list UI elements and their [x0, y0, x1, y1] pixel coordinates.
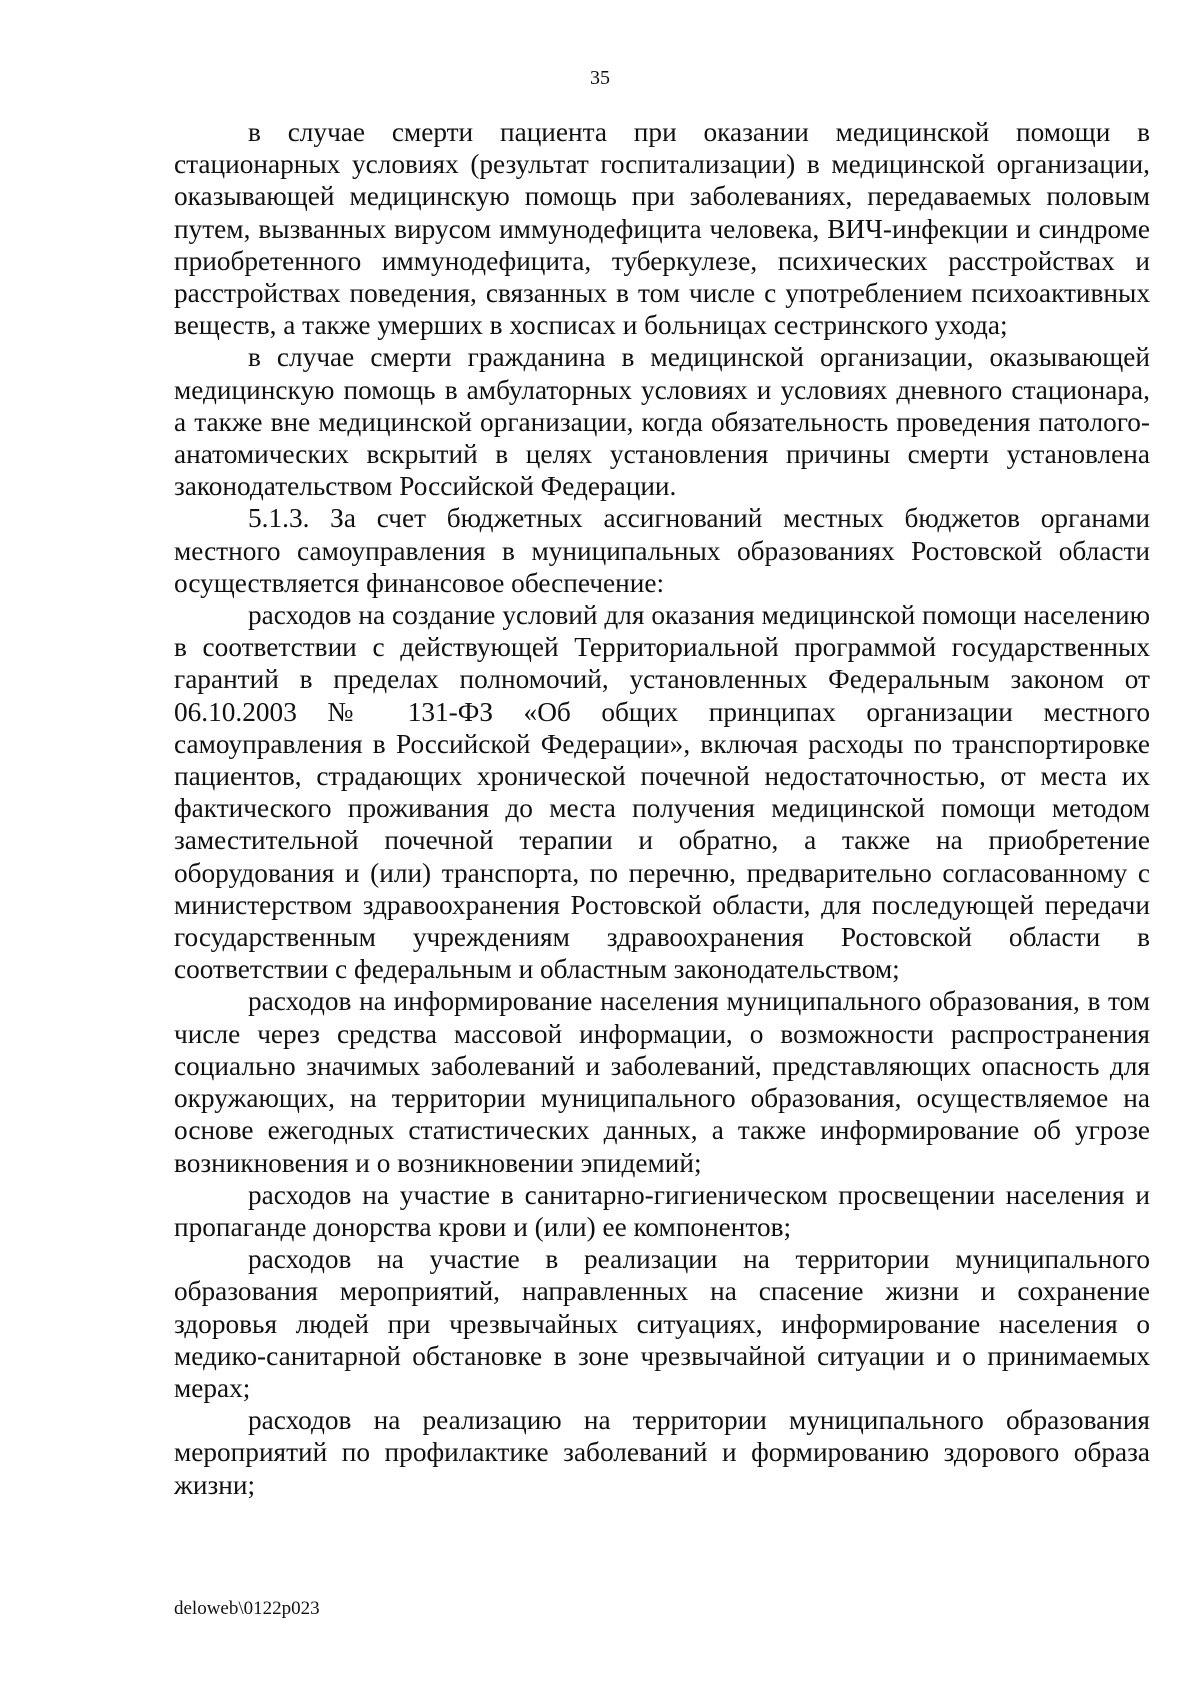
paragraph-expenses-conditions: расходов на создание условий для оказания медицинской помощи населению в соответствии с действующей Территориальной программой государственных гарантий в пределах полномочий, установленных Федеральным законом от 06.10.2003 № 131-ФЗ «Об общих принципах организации местного самоуправления в Российской Федерации», включая расходы по транспортировке пациентов, страдающих хронической почечной недостаточностью, от места их фактического проживания до места получения медицинской помощи методом заместительной почечной терапии и обратно, а также на приобретение оборудования и (или) транспорта, по перечню, предварительно согласованному с министерством здравоохранения Ростовской области, для последующей передачи государственным учреждениям здравоохранения Ростовской области в соответствии с федеральным и областным законодательством; [174, 600, 1150, 985]
paragraph-death-outpatient: в случае смерти гражданина в медицинской организации, оказывающей медицинскую помощь в амбулаторных условиях и условиях дневного стационара, а также вне медицинской организации, когда обязательность проведения патолого-анатомических вскрытий в целях установления причины смерти установлена законодательством Российской Федерации. [174, 342, 1150, 502]
paragraph-section-5-1-3: 5.1.3. За счет бюджетных ассигнований местных бюджетов органами местного самоуправления в муниципальных образованиях Ростовской области осуществляется финансовое обеспечение: [174, 503, 1150, 598]
paragraph-expenses-education: расходов на участие в санитарно-гигиеническом просвещении населения и пропаганде донорства крови и (или) ее компонентов; [174, 1179, 1150, 1242]
paragraph-expenses-prevention: расходов на реализацию на территории муниципального образования мероприятий по профилактике заболеваний и формированию здорового образа жизни; [174, 1405, 1150, 1500]
paragraph-expenses-emergency: расходов на участие в реализации на территории муниципального образования мероприятий, направленных на спасение жизни и сохранение здоровья людей при чрезвычайных ситуациях, информирование населения о медико-санитарной обстановке в зоне чрезвычайной ситуации и о принимаемых мерах; [174, 1244, 1150, 1403]
document-footer-code: deloweb\0122p023 [174, 1598, 320, 1619]
page-number: 35 [590, 67, 610, 89]
paragraph-expenses-informing: расходов на информирование населения муниципального образования, в том числе через средства массовой информации, о возможности распространения социально значимых заболеваний и заболеваний, представляющих опасность для окружающих, на территории муниципального образования, осуществляемое на основе ежегодных статистических данных, а также информирование об угрозе возникновения и о возникновении эпидемий; [174, 986, 1150, 1178]
document-body [174, 116, 1150, 1501]
paragraph-death-inpatient: в случае смерти пациента при оказании медицинской помощи в стационарных условиях (результат госпитализации) в медицинской организации, оказывающей медицинскую помощь при заболеваниях, передаваемых половым путем, вызванных вирусом иммунодефицита человека, ВИЧ-инфекции и синдроме приобретенного иммунодефицита, туберкулезе, психических расстройствах и расстройствах поведения, связанных в том числе с употреблением психоактивных веществ, а также умерших в хосписах и больницах сестринского ухода; [174, 117, 1150, 341]
